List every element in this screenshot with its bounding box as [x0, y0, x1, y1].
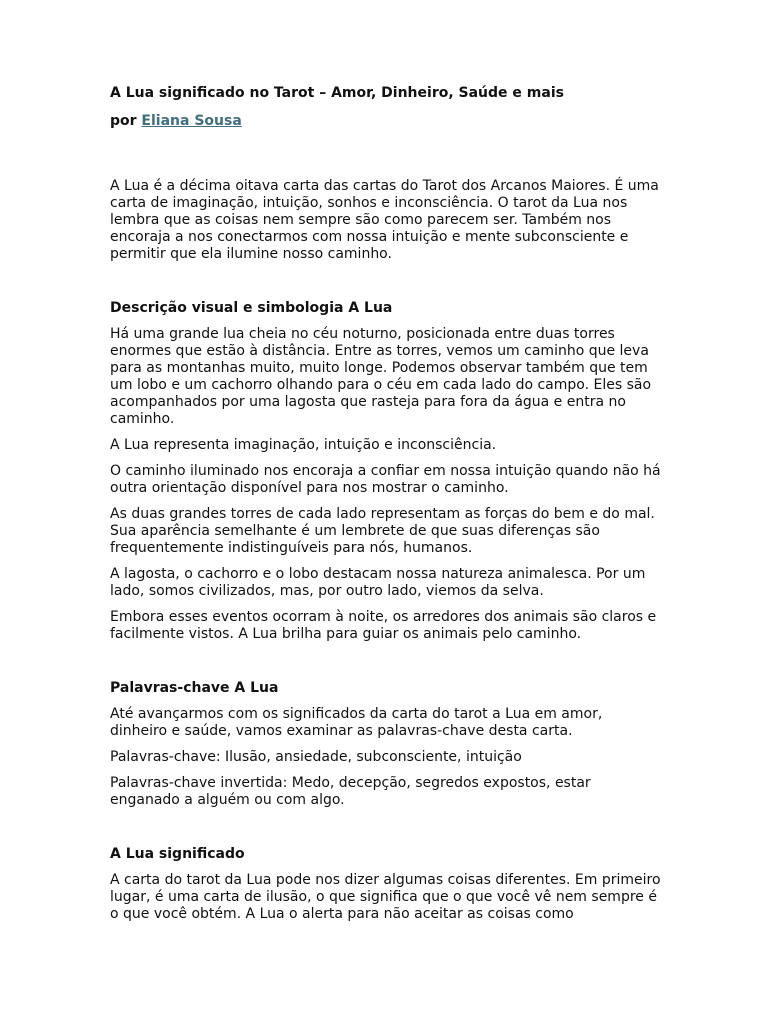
- paragraph: Até avançarmos com os significados da carta do tarot a Lua em amor, dinheiro e saúde, vamos examinar as palavras-chave desta carta.: [110, 706, 603, 739]
- section-heading-descricao: Descrição visual e simbologia A Lua: [110, 300, 393, 316]
- paragraph: Embora esses eventos ocorram à noite, os arredores dos animais são claros e facilmente vistos. A Lua brilha para guiar os animais pelo caminho.: [110, 609, 657, 642]
- paragraph: A carta do tarot da Lua pode nos dizer algumas coisas diferentes. Em primeiro lugar, é uma carta de ilusão, o que significa que o que você vê nem sempre é o que você obtém. A Lua o alerta para não aceitar as coisas como: [110, 872, 661, 922]
- paragraph: O caminho iluminado nos encoraja a confiar em nossa intuição quando não há outra orientação disponível para nos mostrar o caminho.: [110, 463, 661, 496]
- paragraph: As duas grandes torres de cada lado representam as forças do bem e do mal. Sua aparência semelhante é um lembrete de que suas diferenças são frequentemente indistinguíveis para nós, humanos.: [110, 506, 655, 556]
- section-heading-palavras-chave: Palavras-chave A Lua: [110, 680, 279, 696]
- section-heading-significado: A Lua significado: [110, 846, 245, 862]
- author-prefix: por: [110, 113, 142, 129]
- intro-paragraph: A Lua é a décima oitava carta das cartas do Tarot dos Arcanos Maiores. É uma carta de imaginação, intuição, sonhos e inconsciência. O tarot da Lua nos lembra que as coisas nem sempre são como parecem ser. Também nos encoraja a nos conectarmos com nossa intuição e mente subconsciente e permitir que ela ilumine nosso caminho.: [110, 178, 659, 262]
- paragraph: Palavras-chave invertida: Medo, decepção, segredos expostos, estar enganado a alguém ou com algo.: [110, 775, 591, 808]
- author-line: [110, 112, 662, 130]
- article-title: A Lua significado no Tarot – Amor, Dinheiro, Saúde e mais: [110, 85, 564, 101]
- author-link[interactable]: Eliana Sousa: [141, 113, 242, 129]
- paragraph: A lagosta, o cachorro e o lobo destacam nossa natureza animalesca. Por um lado, somos civilizados, mas, por outro lado, viemos da selva.: [110, 566, 646, 599]
- paragraph: Há uma grande lua cheia no céu noturno, posicionada entre duas torres enormes que estão à distância. Entre as torres, vemos um caminho que leva para as montanhas muito, muito longe. Podemos observar também que tem um lobo e um cachorro olhando para o céu em cada lado do campo. Eles são acompanhados por uma lagosta que rasteja para fora da água e entra no caminho.: [110, 326, 652, 427]
- paragraph: A Lua representa imaginação, intuição e inconsciência.: [110, 437, 497, 453]
- paragraph: Palavras-chave: Ilusão, ansiedade, subconsciente, intuição: [110, 749, 522, 765]
- document-page: [110, 84, 662, 932]
